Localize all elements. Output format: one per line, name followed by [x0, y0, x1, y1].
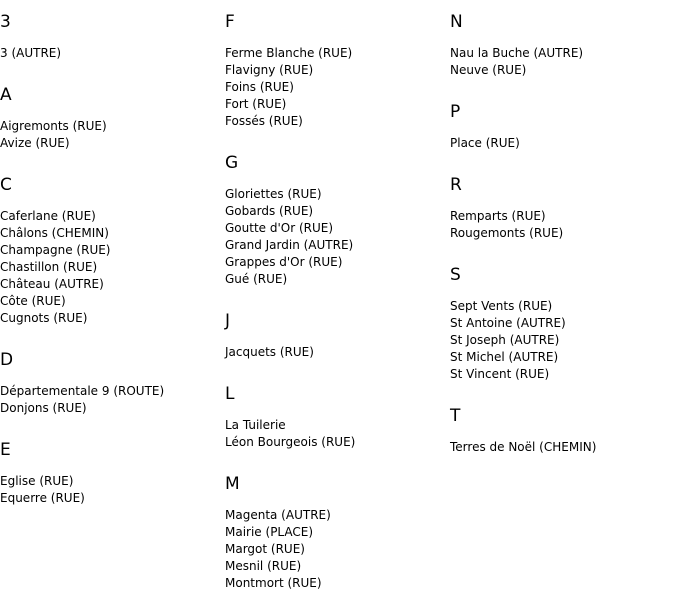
street-list: [450, 439, 670, 456]
street-item[interactable]: 3 (AUTRE): [0, 46, 62, 60]
group-letter: D: [0, 350, 14, 370]
street-item[interactable]: St Antoine (AUTRE): [450, 316, 566, 330]
street-item[interactable]: Ferme Blanche (RUE): [225, 46, 353, 60]
street-list: [225, 507, 445, 592]
street-item[interactable]: Mairie (PLACE): [225, 525, 314, 539]
street-list: [450, 45, 670, 79]
street-index-column-3: [450, 0, 670, 456]
street-item[interactable]: Fossés (RUE): [225, 114, 303, 128]
letter-group-t: [450, 406, 670, 456]
street-list: [0, 118, 220, 152]
street-list: [0, 383, 220, 417]
letter-group-a: [0, 85, 220, 152]
street-item[interactable]: Gué (RUE): [225, 272, 288, 286]
letter-group-g: [225, 153, 445, 288]
street-item[interactable]: Fort (RUE): [225, 97, 287, 111]
group-letter: S: [450, 265, 461, 285]
letter-group-e: [0, 440, 220, 507]
group-letter: P: [450, 102, 461, 122]
street-item[interactable]: Gloriettes (RUE): [225, 187, 322, 201]
street-item[interactable]: Côte (RUE): [0, 294, 66, 308]
street-item[interactable]: Château (AUTRE): [0, 277, 104, 291]
street-item[interactable]: Montmort (RUE): [225, 576, 322, 590]
street-item[interactable]: Rougemonts (RUE): [450, 226, 564, 240]
street-item[interactable]: Cugnots (RUE): [0, 311, 88, 325]
group-letter: N: [450, 12, 463, 32]
group-letter: R: [450, 175, 462, 195]
street-list: [0, 45, 220, 62]
street-list: [450, 208, 670, 242]
letter-group-3: [0, 12, 220, 62]
group-letter: M: [225, 474, 240, 494]
street-item[interactable]: Flavigny (RUE): [225, 63, 314, 77]
letter-group-j: [225, 311, 445, 361]
street-item[interactable]: Châlons (CHEMIN): [0, 226, 109, 240]
street-item[interactable]: Eglise (RUE): [0, 474, 74, 488]
letter-group-c: [0, 175, 220, 327]
street-item[interactable]: Goutte d'Or (RUE): [225, 221, 334, 235]
street-list: [450, 298, 670, 383]
street-item[interactable]: Place (RUE): [450, 136, 520, 150]
street-item[interactable]: St Vincent (RUE): [450, 367, 550, 381]
letter-group-s: [450, 265, 670, 383]
group-letter: T: [450, 406, 461, 426]
group-letter: G: [225, 153, 239, 173]
street-list: [225, 344, 445, 361]
street-list: [0, 208, 220, 327]
street-list: [225, 45, 445, 130]
letter-group-d: [0, 350, 220, 417]
street-item[interactable]: La Tuilerie: [225, 418, 286, 432]
letter-group-p: [450, 102, 670, 152]
letter-group-l: [225, 384, 445, 451]
group-letter: 3: [0, 12, 11, 32]
street-item[interactable]: Magenta (AUTRE): [225, 508, 331, 522]
letter-group-m: [225, 474, 445, 592]
street-item[interactable]: Léon Bourgeois (RUE): [225, 435, 356, 449]
group-letter: L: [225, 384, 235, 404]
group-letter: F: [225, 12, 235, 32]
street-item[interactable]: Nau la Buche (AUTRE): [450, 46, 584, 60]
group-letter: E: [0, 440, 11, 460]
street-item[interactable]: Foins (RUE): [225, 80, 294, 94]
street-index-column-1: [0, 0, 220, 507]
street-item[interactable]: Aigremonts (RUE): [0, 119, 107, 133]
street-item[interactable]: Chastillon (RUE): [0, 260, 98, 274]
group-letter: C: [0, 175, 12, 195]
group-letter: A: [0, 85, 12, 105]
street-index-column-2: [225, 0, 445, 592]
street-item[interactable]: Mesnil (RUE): [225, 559, 302, 573]
street-list: [450, 135, 670, 152]
street-list: [225, 186, 445, 288]
letter-group-n: [450, 12, 670, 79]
letter-group-f: [225, 12, 445, 130]
street-item[interactable]: Equerre (RUE): [0, 491, 85, 505]
group-letter: J: [225, 311, 231, 331]
street-item[interactable]: Donjons (RUE): [0, 401, 87, 415]
street-item[interactable]: Jacquets (RUE): [225, 345, 314, 359]
street-list: [225, 417, 445, 451]
street-item[interactable]: Grappes d'Or (RUE): [225, 255, 343, 269]
street-item[interactable]: Grand Jardin (AUTRE): [225, 238, 354, 252]
street-item[interactable]: Départementale 9 (ROUTE): [0, 384, 165, 398]
street-item[interactable]: Avize (RUE): [0, 136, 70, 150]
street-list: [0, 473, 220, 507]
street-item[interactable]: Champagne (RUE): [0, 243, 111, 257]
street-item[interactable]: Caferlane (RUE): [0, 209, 96, 223]
street-item[interactable]: St Michel (AUTRE): [450, 350, 559, 364]
street-item[interactable]: St Joseph (AUTRE): [450, 333, 560, 347]
street-item[interactable]: Sept Vents (RUE): [450, 299, 553, 313]
street-item[interactable]: Margot (RUE): [225, 542, 305, 556]
street-item[interactable]: Remparts (RUE): [450, 209, 546, 223]
street-item[interactable]: Terres de Noël (CHEMIN): [450, 440, 597, 454]
street-item[interactable]: Neuve (RUE): [450, 63, 527, 77]
street-item[interactable]: Gobards (RUE): [225, 204, 314, 218]
letter-group-r: [450, 175, 670, 242]
